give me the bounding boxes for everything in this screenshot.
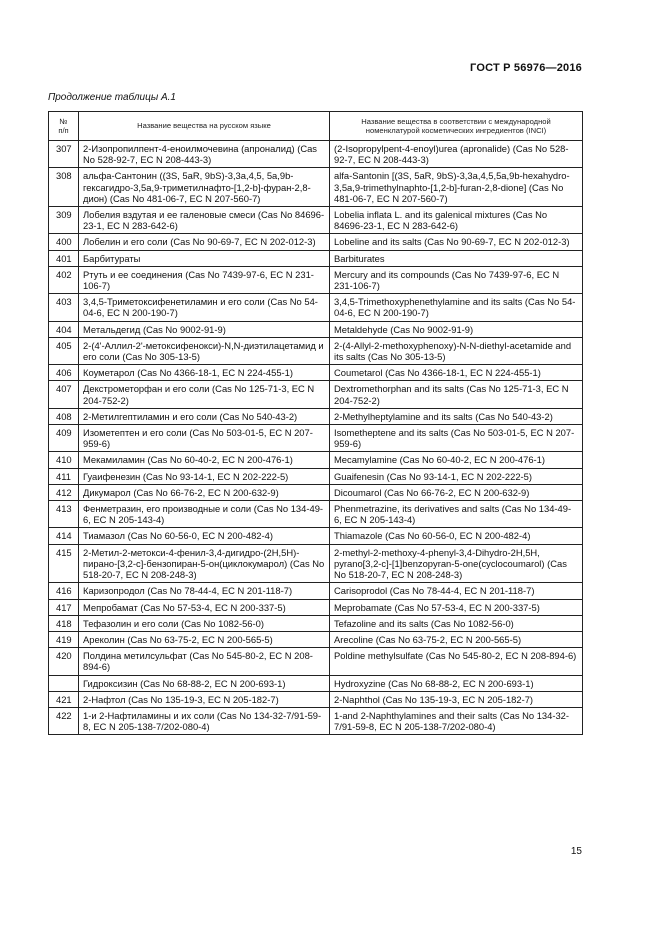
russian-name-cell: Метальдегид (Cas No 9002-91-9)	[79, 321, 330, 337]
russian-name-cell: Ареколин (Cas No 63-75-2, EC N 200-565-5)	[79, 631, 330, 647]
inci-name-cell: Arecoline (Cas No 63-75-2, EC N 200-565-5)	[330, 631, 583, 647]
inci-name-cell: Lobeline and its salts (Cas No 90-69-7, EC N 202-012-3)	[330, 234, 583, 250]
inci-name-cell: (2-Isopropylpent-4-enoyl)urea (apronalide) (Cas No 528-92-7, EC N 208-443-3)	[330, 141, 583, 168]
russian-name-cell: Полдина метилсульфат (Cas No 545-80-2, EC N 208-894-6)	[79, 648, 330, 675]
russian-name-cell: Фенметразин, его производные и соли (Cas No 134-49-6, EC N 205-143-4)	[79, 501, 330, 528]
russian-name-cell: Дикумарол (Cas No 66-76-2, EC N 200-632-9)	[79, 484, 330, 500]
table-row	[49, 615, 583, 631]
inci-name-cell: Coumetarol (Cas No 4366-18-1, EC N 224-455-1)	[330, 365, 583, 381]
table-row	[49, 707, 583, 734]
inci-name-cell: alfa-Santonin [(3S, 5aR, 9bS)-3,3a,4,5,5a,9b-hexahydro-3,5a,9-trimethylnaphto-[1,2-b]-furan-2,8-dione] (Cas No 481-06-7, EC N 207-560-7)	[330, 168, 583, 207]
russian-name-cell: 2-(4'-Аллил-2'-метоксифенокси)-N,N-диэтилацетамид и его соли (Cas No 305-13-5)	[79, 337, 330, 364]
inci-name-cell: Tefazoline and its salts (Cas No 1082-56-0)	[330, 615, 583, 631]
inci-name-cell: Metaldehyde (Cas No 9002-91-9)	[330, 321, 583, 337]
table-row	[49, 691, 583, 707]
table-row	[49, 599, 583, 615]
inci-name-cell: Hydroxyzine (Cas No 68-88-2, EC N 200-693-1)	[330, 675, 583, 691]
inci-name-cell: Lobelia inflata L. and its galenical mixtures (Cas No 84696-23-1, EC N 283-642-6)	[330, 207, 583, 234]
inci-name-cell: Mecamylamine (Cas No 60-40-2, EC N 200-476-1)	[330, 452, 583, 468]
row-number: 418	[49, 615, 79, 631]
table-row	[49, 452, 583, 468]
table-row	[49, 501, 583, 528]
inci-name-cell: Mercury and its compounds (Cas No 7439-97-6, EC N 231-106-7)	[330, 266, 583, 293]
row-number: 404	[49, 321, 79, 337]
table-row	[49, 484, 583, 500]
russian-name-cell: Каризопродол (Cas No 78-44-4, EC N 201-118-7)	[79, 583, 330, 599]
row-number: 411	[49, 468, 79, 484]
inci-name-cell: Guaifenesin (Cas No 93-14-1, EC N 202-222-5)	[330, 468, 583, 484]
russian-name-cell: 2-Метилгептиламин и его соли (Cas No 540-43-2)	[79, 408, 330, 424]
table-row	[49, 675, 583, 691]
page-number: 15	[570, 846, 582, 857]
row-number: 402	[49, 266, 79, 293]
header-russian-name: Название вещества на русском языке	[79, 112, 330, 141]
row-number: 416	[49, 583, 79, 599]
russian-name-cell: Мепробамат (Cas No 57-53-4, EC N 200-337-5)	[79, 599, 330, 615]
inci-name-cell: 1-and 2-Naphthylamines and their salts (Cas No 134-32-7/91-59-8, EC N 205-138-7/202-080-4)	[330, 707, 583, 734]
row-number: 405	[49, 337, 79, 364]
inci-name-cell: Barbiturates	[330, 250, 583, 266]
inci-name-cell: Phenmetrazine, its derivatives and salts (Cas No 134-49-6, EC N 205-143-4)	[330, 501, 583, 528]
inci-name-cell: Meprobamate (Cas No 57-53-4, EC N 200-337-5)	[330, 599, 583, 615]
russian-name-cell: Тефазолин и его соли (Cas No 1082-56-0)	[79, 615, 330, 631]
inci-name-cell: 2-Methylheptylamine and its salts (Cas No 540-43-2)	[330, 408, 583, 424]
russian-name-cell: 2-Метил-2-метокси-4-фенил-3,4-дигидро-(2Н,5Н)-пирано-[3,2-c]-бензопиран-5-он(циклокумарол) (Cas No 518-20-7, EC N 208-248-3)	[79, 544, 330, 583]
russian-name-cell: Гидроксизин (Cas No 68-88-2, EC N 200-693-1)	[79, 675, 330, 691]
row-number: 413	[49, 501, 79, 528]
inci-name-cell: Carisoprodol (Cas No 78-44-4, EC N 201-118-7)	[330, 583, 583, 599]
table-row	[49, 365, 583, 381]
russian-name-cell: Коуметарол (Cas No 4366-18-1, EC N 224-455-1)	[79, 365, 330, 381]
inci-name-cell: Dicoumarol (Cas No 66-76-2, EC N 200-632-9)	[330, 484, 583, 500]
table-row	[49, 648, 583, 675]
row-number: 414	[49, 528, 79, 544]
table-row	[49, 381, 583, 408]
row-number: 401	[49, 250, 79, 266]
table-row	[49, 321, 583, 337]
row-number: 417	[49, 599, 79, 615]
row-number: 309	[49, 207, 79, 234]
russian-name-cell: Мекамиламин (Cas No 60-40-2, EC N 200-476-1)	[79, 452, 330, 468]
substances-table	[48, 111, 583, 735]
row-number: 415	[49, 544, 79, 583]
table-row	[49, 425, 583, 452]
table-caption: Продолжение таблицы А.1	[48, 92, 176, 103]
row-number: 420	[49, 648, 79, 675]
row-number: 408	[49, 408, 79, 424]
russian-name-cell: Ртуть и ее соединения (Cas No 7439-97-6, EC N 231-106-7)	[79, 266, 330, 293]
inci-name-cell: 2-Naphthol (Cas No 135-19-3, EC N 205-182-7)	[330, 691, 583, 707]
row-number: 400	[49, 234, 79, 250]
russian-name-cell: Лобелия вздутая и ее галеновые смеси (Cas No 84696-23-1, EC N 283-642-6)	[79, 207, 330, 234]
table-row	[49, 468, 583, 484]
table-row	[49, 583, 583, 599]
table-header-row	[49, 112, 583, 141]
russian-name-cell: Гуаифенезин (Cas No 93-14-1, EC N 202-222-5)	[79, 468, 330, 484]
row-number: 419	[49, 631, 79, 647]
table-row	[49, 207, 583, 234]
russian-name-cell: Изометептен и его соли (Cas No 503-01-5, EC N 207-959-6)	[79, 425, 330, 452]
table-row	[49, 250, 583, 266]
row-number: 407	[49, 381, 79, 408]
table-row	[49, 544, 583, 583]
row-number: 410	[49, 452, 79, 468]
inci-name-cell: Dextromethorphan and its salts (Cas No 125-71-3, EC N 204-752-2)	[330, 381, 583, 408]
row-number: 422	[49, 707, 79, 734]
russian-name-cell: 1-и 2-Нафтиламины и их соли (Cas No 134-32-7/91-59-8, EC N 205-138-7/202-080-4)	[79, 707, 330, 734]
russian-name-cell: Тиамазол (Cas No 60-56-0, EC N 200-482-4)	[79, 528, 330, 544]
row-number: 421	[49, 691, 79, 707]
table-row	[49, 266, 583, 293]
russian-name-cell: Барбитураты	[79, 250, 330, 266]
inci-name-cell: Poldine methylsulfate (Cas No 545-80-2, EC N 208-894-6)	[330, 648, 583, 675]
row-number: 409	[49, 425, 79, 452]
inci-name-cell: 2-methyl-2-methoxy-4-phenyl-3,4-Dihydro-2H,5H, pyrano[3,2-c]-[1]benzopyran-5-one(cyclocoumarol) (Cas No 518-20-7, EC N 208-248-3)	[330, 544, 583, 583]
russian-name-cell: Декстрометорфан и его соли (Cas No 125-71-3, EC N 204-752-2)	[79, 381, 330, 408]
header-number: № п/п	[49, 112, 79, 141]
russian-name-cell: 2-Нафтол (Cas No 135-19-3, EC N 205-182-7)	[79, 691, 330, 707]
standard-number: ГОСТ Р 56976—2016	[470, 62, 582, 74]
row-number: 412	[49, 484, 79, 500]
row-number: 307	[49, 141, 79, 168]
russian-name-cell: альфа-Сантонин ((3S, 5aR, 9bS)-3,3a,4,5, 5a,9b-гексагидро-3,5a,9-триметилнафто-[1,2-b]-фуран-2,8-дион) (Cas No 481-06-7, EC N 207-560-7)	[79, 168, 330, 207]
russian-name-cell: Лобелин и его соли (Cas No 90-69-7, EC N 202-012-3)	[79, 234, 330, 250]
row-number	[49, 675, 79, 691]
table-row	[49, 337, 583, 364]
table-row	[49, 141, 583, 168]
row-number: 406	[49, 365, 79, 381]
inci-name-cell: Thiamazole (Cas No 60-56-0, EC N 200-482-4)	[330, 528, 583, 544]
table-row	[49, 408, 583, 424]
table-row	[49, 294, 583, 321]
header-inci-name: Название вещества в соответствии с международной номенклатурой косметических ингредиентов (INCI)	[330, 112, 583, 141]
table-row	[49, 631, 583, 647]
table-row	[49, 168, 583, 207]
row-number: 403	[49, 294, 79, 321]
russian-name-cell: 2-Изопропилпент-4-еноилмочевина (апроналид) (Cas No 528-92-7, EC N 208-443-3)	[79, 141, 330, 168]
russian-name-cell: 3,4,5-Триметоксифенетиламин и его соли (Cas No 54-04-6, EC N 200-190-7)	[79, 294, 330, 321]
inci-name-cell: 3,4,5-Trimethoxyphenethylamine and its salts (Cas No 54-04-6, EC N 200-190-7)	[330, 294, 583, 321]
row-number: 308	[49, 168, 79, 207]
inci-name-cell: 2-(4-Allyl-2-methoxyphenoxy)-N-N-diethyl-acetamide and its salts (Cas No 305-13-5)	[330, 337, 583, 364]
inci-name-cell: Isometheptene and its salts (Cas No 503-01-5, EC N 207-959-6)	[330, 425, 583, 452]
table-row	[49, 234, 583, 250]
table-row	[49, 528, 583, 544]
